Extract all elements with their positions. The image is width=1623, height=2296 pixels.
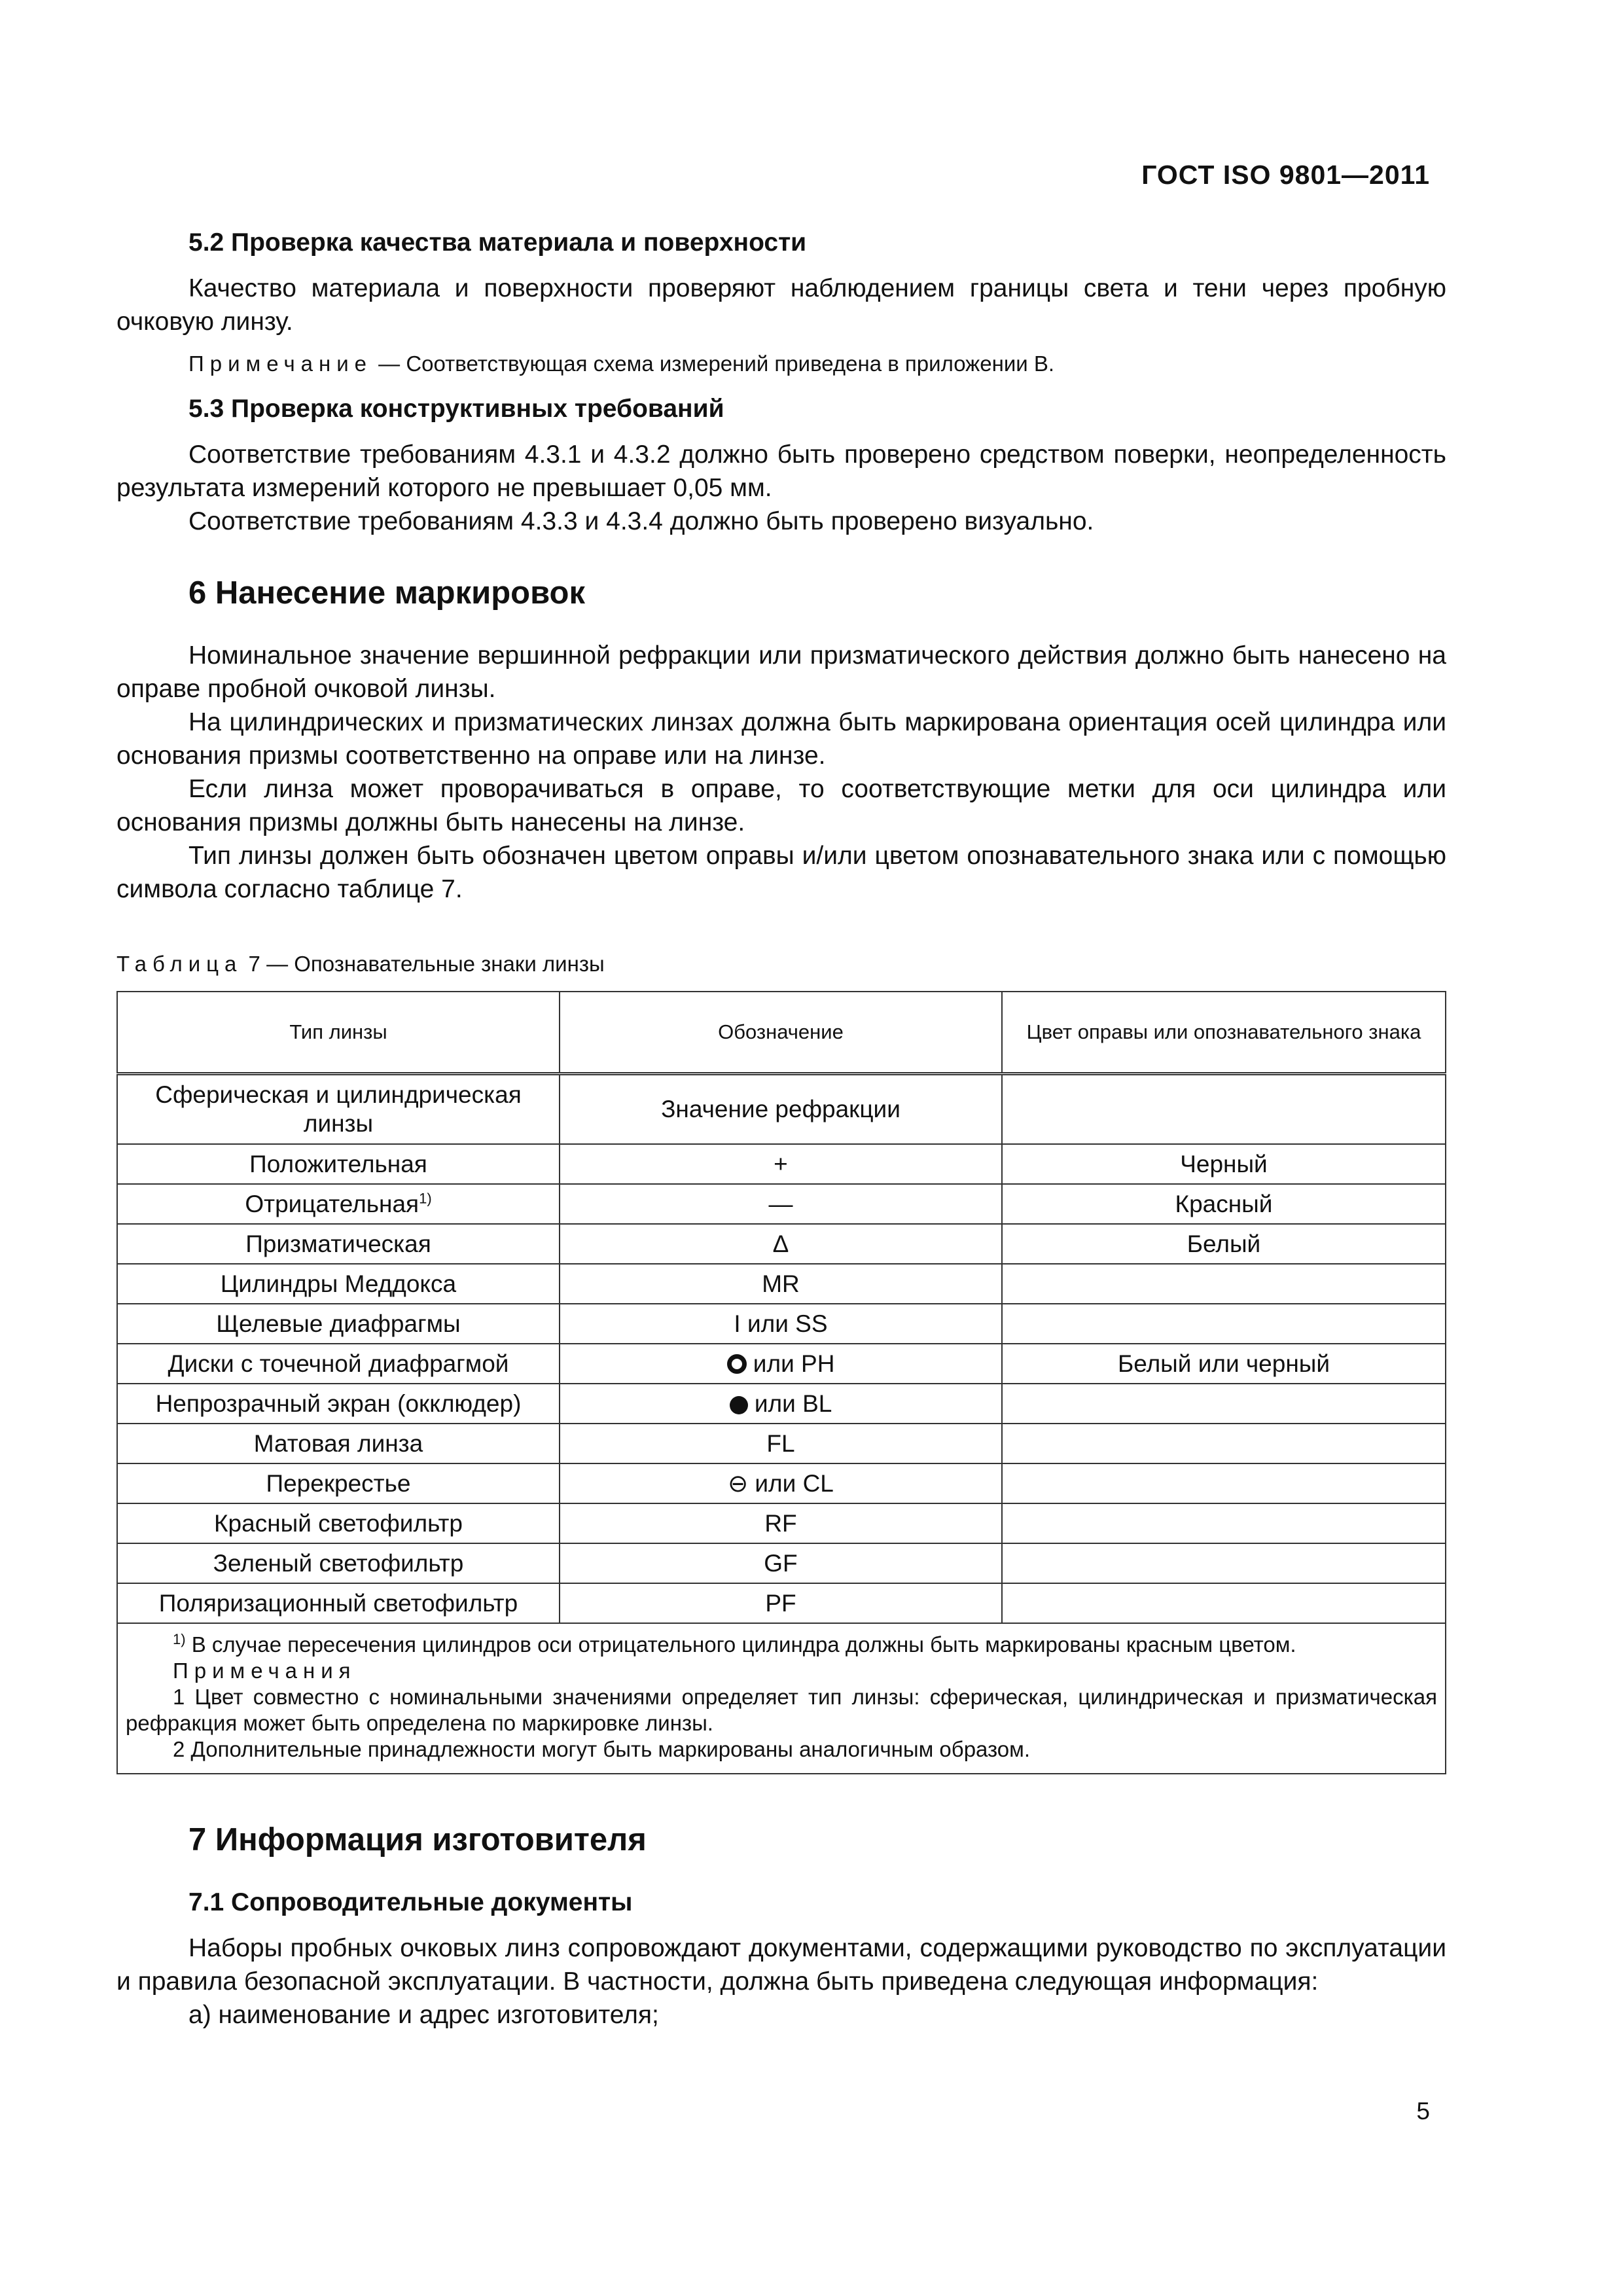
table-row <box>117 1424 1446 1463</box>
note-label: Примечание <box>188 351 373 376</box>
color-cell <box>1002 1583 1446 1623</box>
table-caption-text: 7 — Опознавательные знаки линзы <box>242 952 605 976</box>
table-row <box>117 1344 1446 1384</box>
table-caption-label: Таблица <box>116 952 243 976</box>
lens-type-cell: Положительная <box>117 1144 560 1184</box>
section-6-paragraph-1: Номинальное значение вершинной рефракции или призматического действия должно быть нанесено на оправе пробной очковой линзы. <box>116 641 1446 703</box>
color-cell: Белый или черный <box>1002 1344 1446 1384</box>
note-text: — Соответствующая схема измерений приведена в приложении В. <box>372 351 1055 376</box>
color-cell <box>1002 1503 1446 1543</box>
section-5-3-paragraph-2: Соответствие требованиям 4.3.3 и 4.3.4 должно быть проверено визуально. <box>188 507 1094 535</box>
section-7-title: 7 Информация изготовителя <box>188 1822 647 1857</box>
section-6-title: 6 Нанесение маркировок <box>188 575 586 611</box>
header-lens-type: Тип линзы <box>117 992 560 1074</box>
designation-cell: RF <box>560 1503 1002 1543</box>
section-6-paragraph-4: Тип линзы должен быть обозначен цветом оправы и/или цветом опознавательного знака или с помощью символа согласно таблице 7. <box>116 842 1446 903</box>
section-5-2-text: Качество материала и поверхности проверяют наблюдением границы света и тени через пробную очковую линзу. <box>116 274 1446 336</box>
header-designation: Обозначение <box>560 992 1002 1074</box>
designation-cell: PF <box>560 1583 1002 1623</box>
ring-dot-icon <box>727 1354 747 1374</box>
table-note-2: 2 Дополнительные принадлежности могут быть маркированы аналогичным образом. <box>173 1737 1030 1761</box>
document-header: ГОСТ ISO 9801—2011 <box>1141 160 1430 190</box>
table-row <box>117 1304 1446 1344</box>
table-7-caption <box>116 949 1446 979</box>
designation-cell: ⊖ или CL <box>560 1463 1002 1503</box>
color-cell <box>1002 1074 1446 1145</box>
section-5-3-paragraph-1: Соответствие требованиям 4.3.1 и 4.3.2 должно быть проверено средством поверки, неопределенность результата измерений которого не превышает 0,05 мм. <box>116 440 1446 502</box>
table-row <box>117 1543 1446 1583</box>
designation-cell <box>560 1384 1002 1424</box>
section-7-1-title: 7.1 Сопроводительные документы <box>188 1888 633 1916</box>
lens-type-cell: Сферическая и цилиндрическая линзы <box>117 1074 560 1145</box>
designation-cell: + <box>560 1144 1002 1184</box>
section-7-1-paragraph: Наборы пробных очковых линз сопровождают документами, содержащими руководство по эксплуатации и правила безопасной эксплуатации. В частности, должна быть приведена следующая информация: <box>116 1934 1446 1996</box>
footnote-mark: 1) <box>173 1631 186 1647</box>
lens-type-cell: Поляризационный светофильтр <box>117 1583 560 1623</box>
list-item-a: а) наименование и адрес изготовителя; <box>188 2001 659 2029</box>
header-color: Цвет оправы или опознавательного знака <box>1002 992 1446 1074</box>
lens-type-cell: Зеленый светофильтр <box>117 1543 560 1583</box>
designation-cell <box>560 1344 1002 1384</box>
designation-cell: — <box>560 1184 1002 1224</box>
section-5-2-title: 5.2 Проверка качества материала и поверхности <box>188 228 807 257</box>
table-row <box>117 1583 1446 1623</box>
table-row <box>117 1503 1446 1543</box>
color-cell <box>1002 1424 1446 1463</box>
lens-type-cell: Матовая линза <box>117 1424 560 1463</box>
table-row <box>117 1463 1446 1503</box>
table-header-row <box>117 992 1446 1074</box>
lens-type-cell: Цилиндры Меддокса <box>117 1264 560 1304</box>
lens-type-cell: Призматическая <box>117 1224 560 1264</box>
table-row <box>117 1224 1446 1264</box>
color-cell: Красный <box>1002 1184 1446 1224</box>
table-row <box>117 1184 1446 1224</box>
color-cell <box>1002 1463 1446 1503</box>
section-5-2-note <box>116 349 1446 379</box>
table-notes-label: Примечания <box>173 1659 357 1683</box>
table-row <box>117 1074 1446 1145</box>
lens-marking-table <box>116 991 1446 1774</box>
table-footnote <box>126 1632 1437 1658</box>
designation-cell: Δ <box>560 1224 1002 1264</box>
table-note-1: 1 Цвет совместно с номинальными значениями определяет тип линзы: сферическая, цилиндрическая и призматическая рефракция может быть определена по маркировке линзы. <box>126 1685 1437 1735</box>
lens-type-cell: Красный светофильтр <box>117 1503 560 1543</box>
color-cell <box>1002 1384 1446 1424</box>
color-cell <box>1002 1264 1446 1304</box>
designation-cell: MR <box>560 1264 1002 1304</box>
lens-type-cell: Непрозрачный экран (окклюдер) <box>117 1384 560 1424</box>
section-5-3-title: 5.3 Проверка конструктивных требований <box>188 395 724 423</box>
lens-type-cell: Перекрестье <box>117 1463 560 1503</box>
designation-cell: I или SS <box>560 1304 1002 1344</box>
designation-cell: FL <box>560 1424 1002 1463</box>
table-row <box>117 1384 1446 1424</box>
color-cell: Черный <box>1002 1144 1446 1184</box>
section-6-paragraph-2: На цилиндрических и призматических линзах должна быть маркирована ориентация осей цилиндра или основания призмы соответственно на оправе или на линзе. <box>116 708 1446 770</box>
page-number: 5 <box>1416 2098 1430 2125</box>
designation-text: или BL <box>747 1390 832 1417</box>
designation-cell: Значение рефракции <box>560 1074 1002 1145</box>
filled-circle-icon <box>730 1396 748 1414</box>
color-cell <box>1002 1304 1446 1344</box>
lens-type-cell: Щелевые диафрагмы <box>117 1304 560 1344</box>
lens-type-cell <box>117 1184 560 1224</box>
designation-cell: GF <box>560 1543 1002 1583</box>
color-cell: Белый <box>1002 1224 1446 1264</box>
footnote-ref: 1) <box>419 1190 432 1207</box>
lens-type-text: Отрицательная <box>245 1190 419 1217</box>
table-row <box>117 1144 1446 1184</box>
table-footnote-cell <box>117 1623 1446 1774</box>
lens-type-cell: Диски с точечной диафрагмой <box>117 1344 560 1384</box>
designation-text: или PH <box>746 1350 835 1377</box>
section-6-paragraph-3: Если линза может проворачиваться в оправе, то соответствующие метки для оси цилиндра или основания призмы должны быть нанесены на линзе. <box>116 775 1446 836</box>
page-content <box>116 226 1446 2032</box>
table-footnote-row <box>117 1623 1446 1774</box>
table-row <box>117 1264 1446 1304</box>
color-cell <box>1002 1543 1446 1583</box>
footnote-text: В случае пересечения цилиндров оси отрицательного цилиндра должны быть маркированы красным цветом. <box>185 1632 1296 1657</box>
